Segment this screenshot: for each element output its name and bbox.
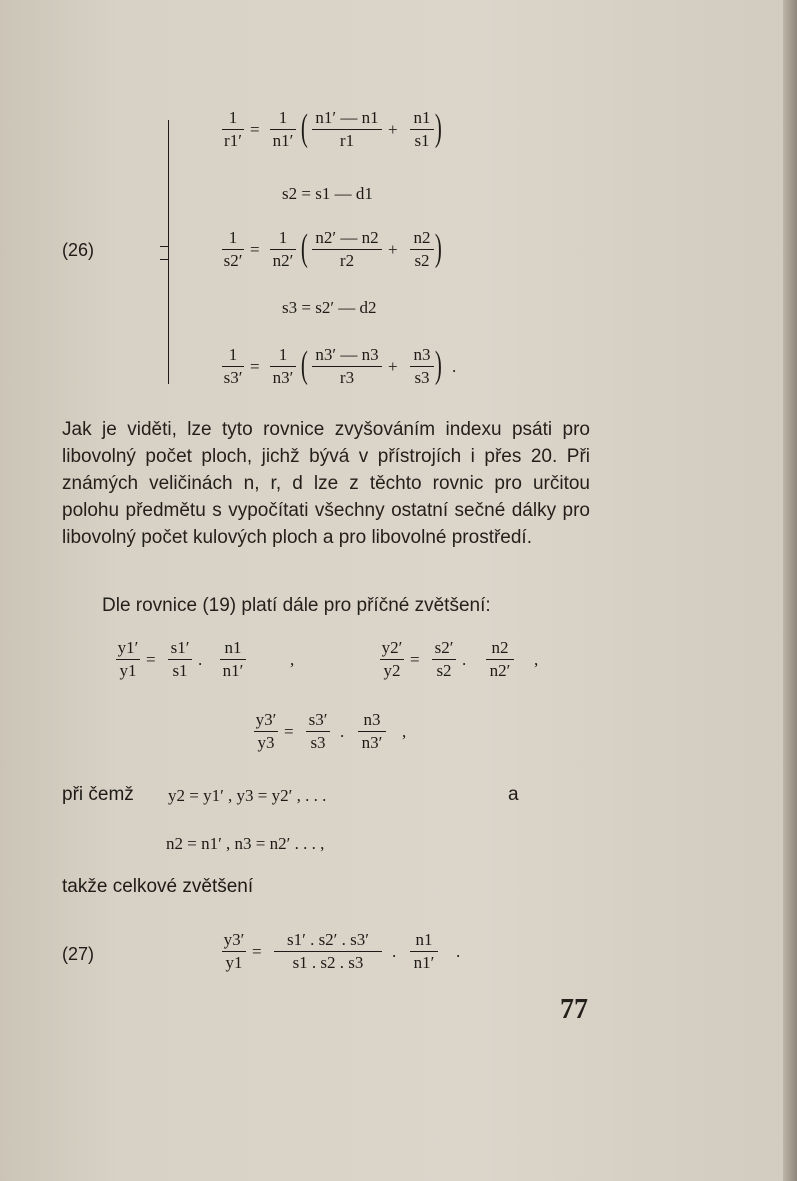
condition-y: y2 = y1′ , y3 = y2′ , . . . — [168, 786, 327, 805]
equation-2: s2 = s1 — d1 — [282, 184, 373, 203]
paragraph-2: Dle rovnice (19) platí dále pro příčné zvětšení: — [102, 595, 491, 616]
condition-n: n2 = n1′ , n3 = n2′ . . . , — [166, 834, 325, 853]
equation-label-26: (26) — [62, 240, 95, 260]
paragraph-1: Jak je viděti, lze tyto rovnice zvyšováním indexu psáti pro libovolný počet ploch, jichž bývá v přístrojích i přes 20. Při známých veličinách n, r, d lze z těchto rovnic pro určitou polohu předmětu s vypočítati všechny ostatní sečné dálky pro libovolný počet kulových ploch a pro libovolné prostředí. — [62, 419, 590, 548]
page-number: 77 — [560, 994, 588, 1025]
equation-4: s3 = s2′ — d2 — [282, 298, 377, 317]
equation-system-brace — [168, 120, 177, 384]
equation-label-27: (27) — [62, 944, 95, 964]
conjunction-a: a — [508, 784, 519, 805]
book-spine-shadow — [783, 0, 797, 1181]
pri-cemz-label: při čemž — [62, 784, 134, 805]
takze-label: takže celkové zvětšení — [62, 876, 254, 897]
